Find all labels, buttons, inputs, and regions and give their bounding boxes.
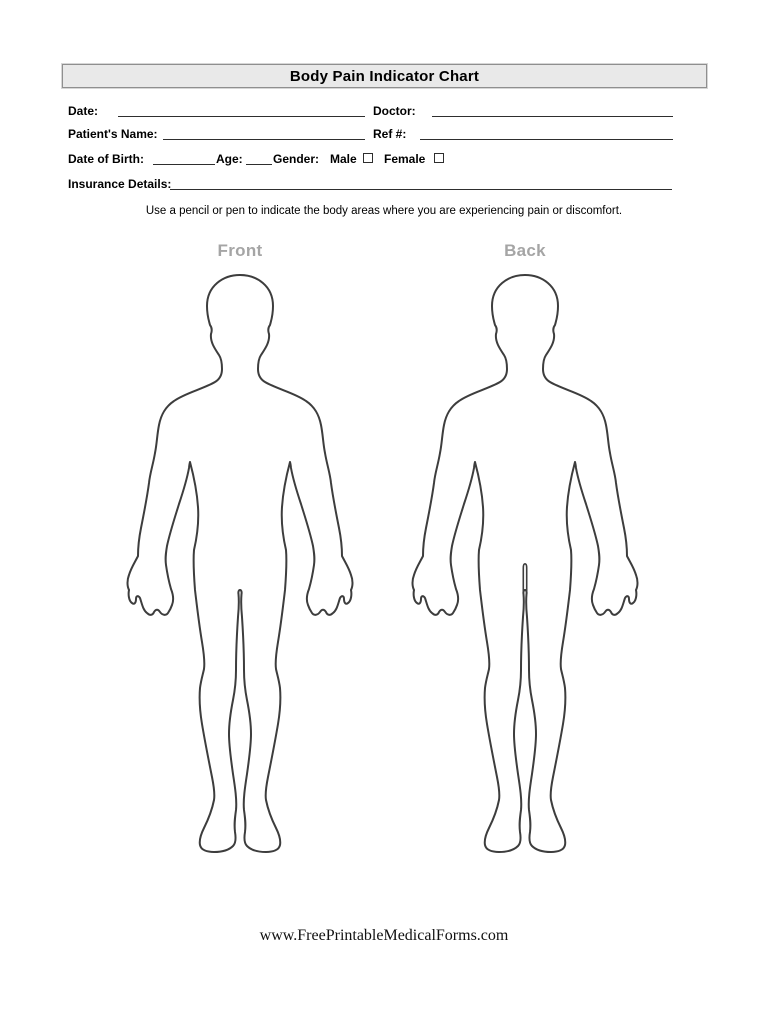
female-label: Female (384, 152, 426, 166)
ref-number-label: Ref #: (373, 127, 407, 141)
gender-label: Gender: (273, 152, 320, 166)
doctor-input-line[interactable] (432, 116, 673, 117)
patient-name-label: Patient's Name: (68, 127, 158, 141)
age-input-line[interactable] (246, 164, 272, 165)
ref-number-input-line[interactable] (420, 139, 673, 140)
date-label: Date: (68, 104, 99, 118)
title-bar (62, 64, 707, 88)
footer-url: www.FreePrintableMedicalForms.com (259, 927, 509, 944)
date-input-line[interactable] (118, 116, 365, 117)
back-body-outline-right (525, 275, 638, 852)
female-checkbox[interactable] (434, 153, 444, 163)
instruction-text: Use a pencil or pen to indicate the body areas where you are experiencing pain or discomfort. (145, 205, 623, 217)
front-figure-label: Front (217, 241, 263, 260)
dob-input-line[interactable] (153, 164, 215, 165)
front-body-figure[interactable] (125, 272, 355, 872)
male-label: Male (330, 152, 357, 166)
front-body-outline-right (240, 275, 353, 852)
page-title: Body Pain Indicator Chart (289, 67, 480, 85)
insurance-input-line[interactable] (170, 189, 672, 190)
insurance-label: Insurance Details: (68, 177, 172, 191)
male-checkbox[interactable] (363, 153, 373, 163)
front-body-outline-left (128, 275, 241, 852)
back-crease-line (523, 564, 526, 593)
back-body-outline-left (413, 275, 526, 852)
doctor-label: Doctor: (373, 104, 416, 118)
dob-label: Date of Birth: (68, 152, 144, 166)
back-body-figure[interactable] (410, 272, 640, 872)
age-label: Age: (216, 152, 243, 166)
patient-name-input-line[interactable] (163, 139, 365, 140)
back-figure-label: Back (504, 241, 546, 260)
